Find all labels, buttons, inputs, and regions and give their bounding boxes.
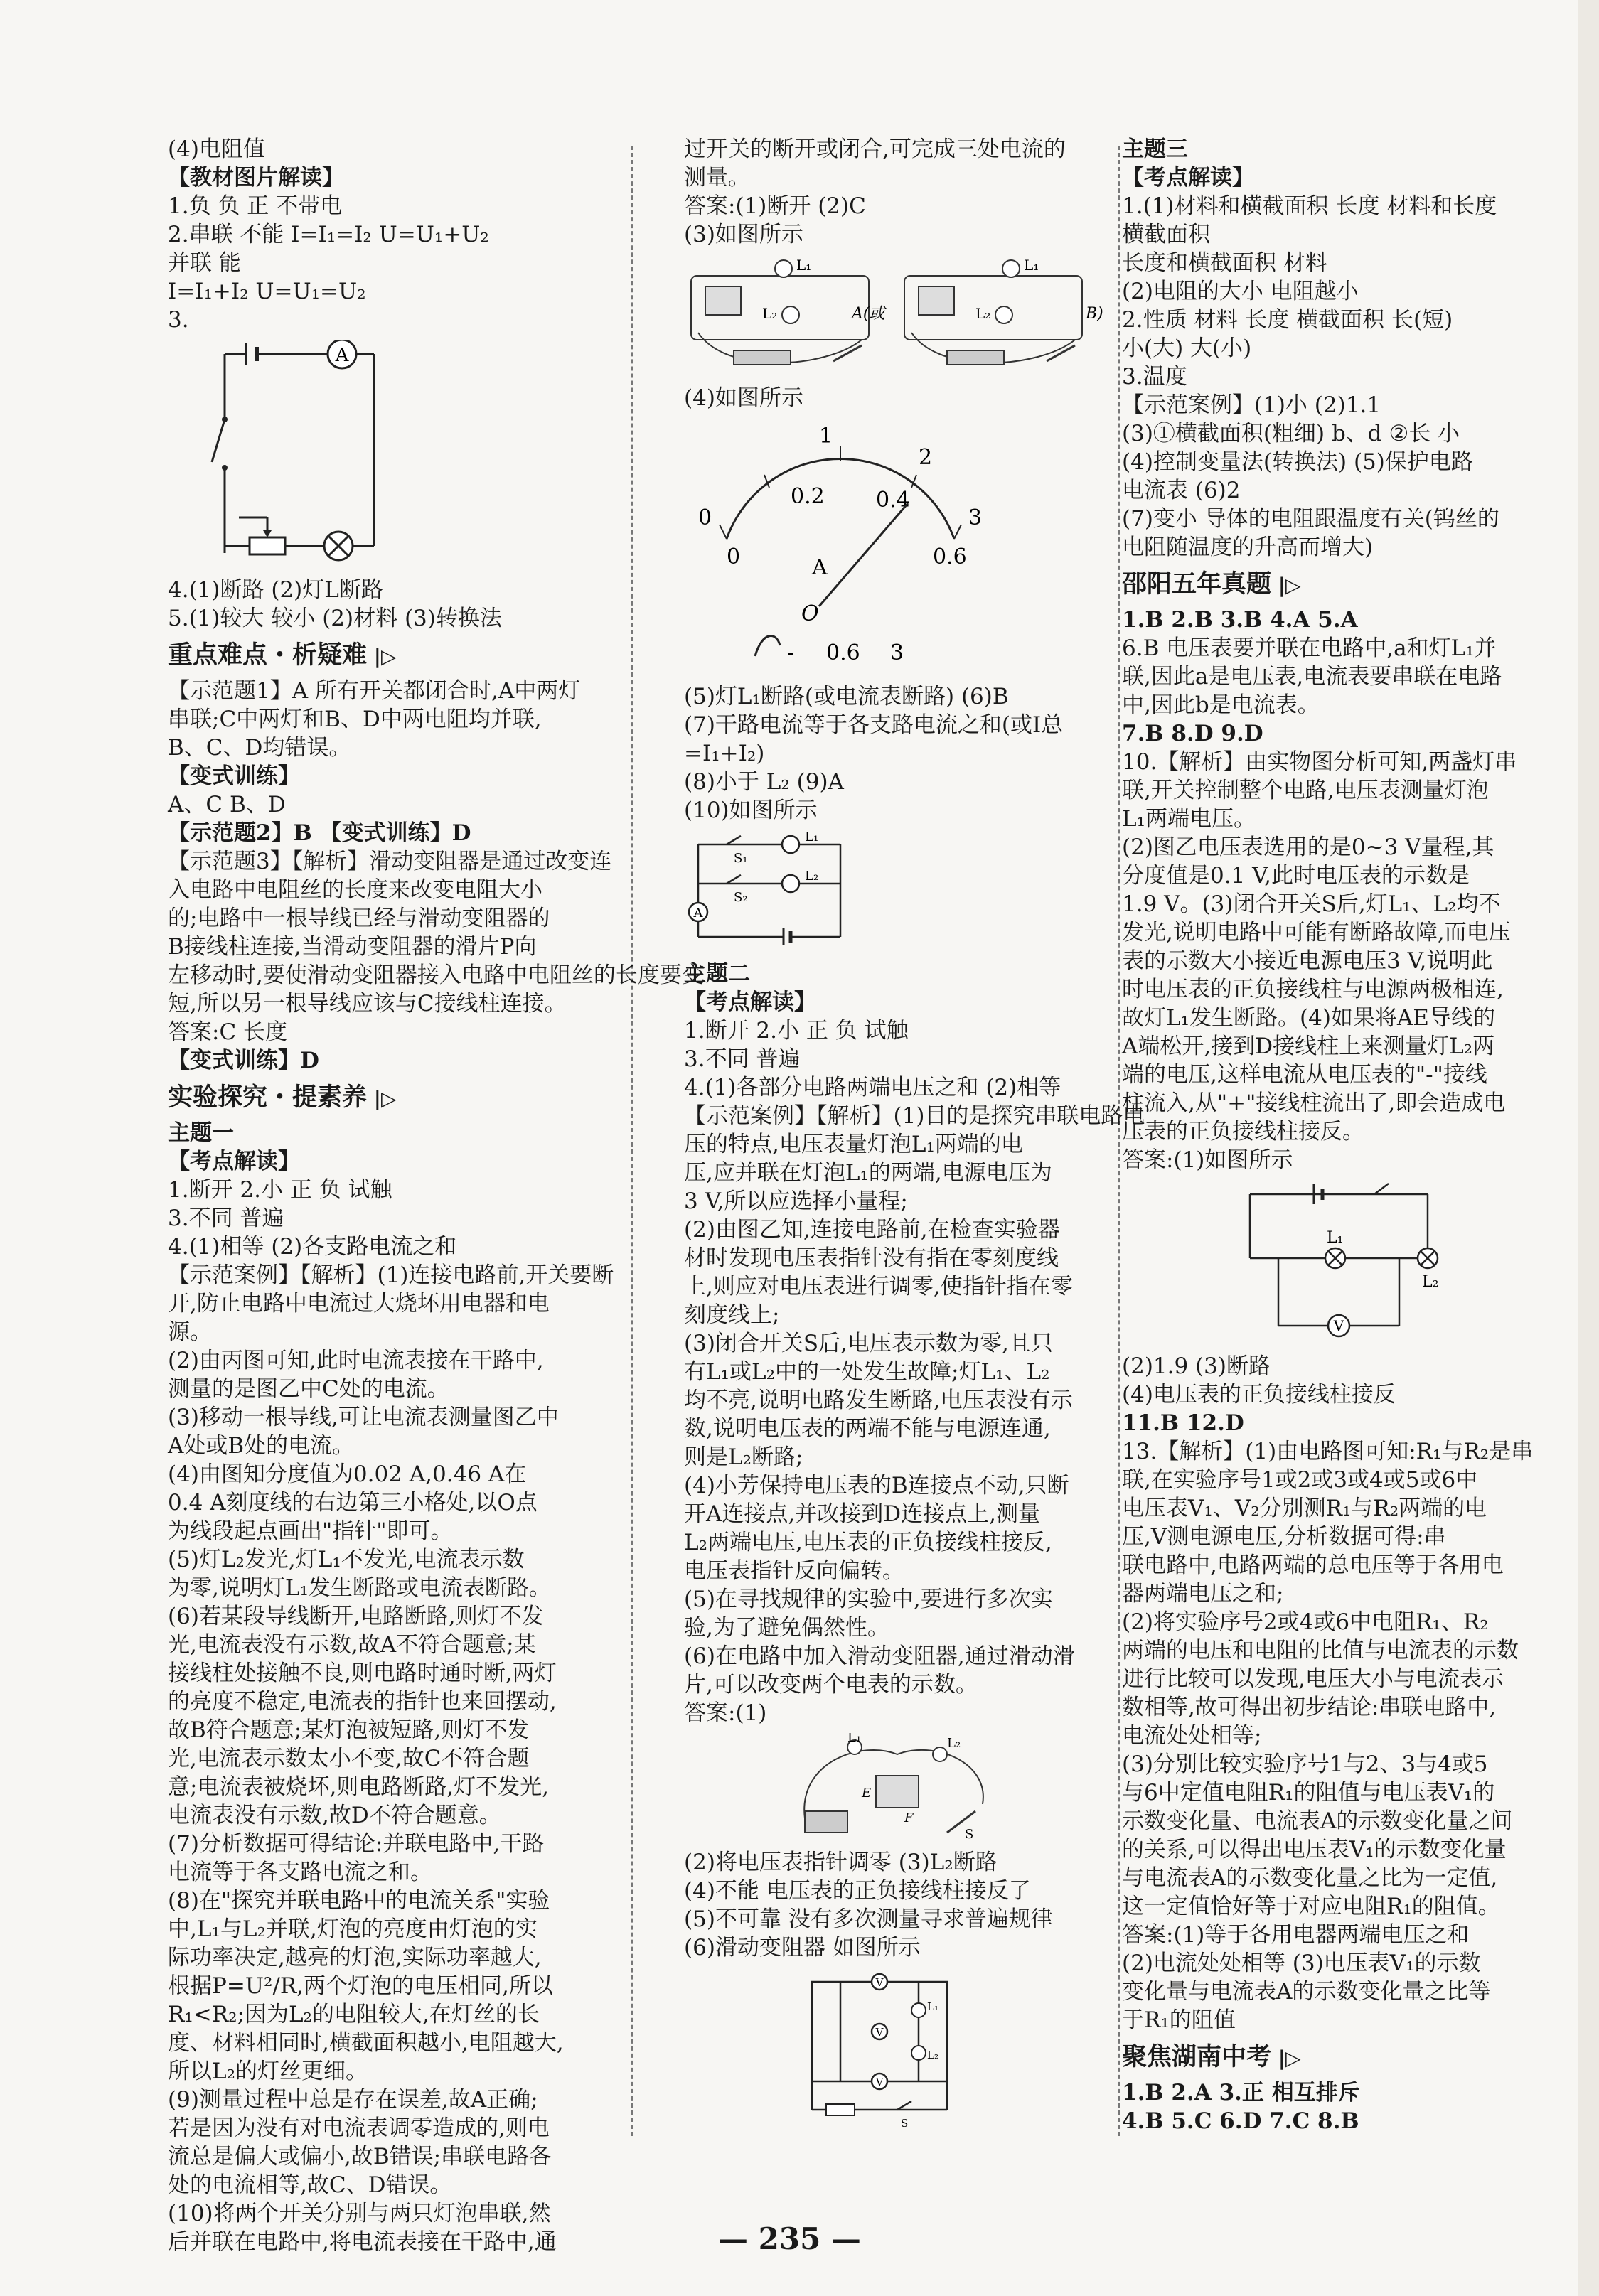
text-line: 柱流入,从"+"接线柱流出了,即会造成电	[1122, 1090, 1506, 1116]
text-line: (5)灯L₂发光,灯L₁不发光,电流表示数	[168, 1547, 525, 1572]
text-line: 电流等于各支路电流之和。	[168, 1860, 432, 1885]
section-heading-1: 重点难点・析疑难 |▷	[168, 640, 397, 670]
text-line: 【示范题3】【解析】滑动变阻器是通过改变连	[168, 849, 612, 874]
col1-lines-c	[168, 677, 704, 1075]
text-line: 际功率决定,越亮的灯泡,实际功率越大,	[168, 1945, 542, 1970]
tick-0: 0	[698, 505, 712, 530]
text-line: 故B符合题意;某灯泡被短路,则灯不发	[168, 1717, 530, 1743]
text-line: 2.串联 不能 I=I₁=I₂ U=U₁+U₂	[168, 222, 489, 247]
text-line: 【变式训练】	[168, 763, 300, 789]
text-line: 【示范题2】B 【变式训练】D	[168, 820, 471, 846]
text-line: 电压表指针反向偏转。	[684, 1558, 904, 1584]
text-line: 联电路中,电路两端的总电压等于各用电	[1122, 1552, 1504, 1578]
text-line: 11.B 12.D	[1122, 1410, 1244, 1436]
text-line: (5)在寻找规律的实验中,要进行多次实	[684, 1587, 1053, 1612]
col1-lines-b	[168, 576, 502, 633]
text-line: 上,则应对电压表进行调零,使指针指在零	[684, 1274, 1073, 1299]
text-line: R₁<R₂;因为L₂的电阻较大,在灯丝的长	[168, 2002, 540, 2027]
column-1	[168, 135, 704, 2256]
text-line: (3)移动一根导线,可让电流表测量图乙中	[168, 1405, 559, 1430]
tick-06: 0.6	[933, 545, 967, 569]
col2-lines-c	[684, 960, 1145, 1727]
text-line: 横截面积	[1122, 222, 1210, 247]
battery-icon	[805, 1811, 847, 1833]
text-line: 7.B 8.D 9.D	[1122, 721, 1263, 746]
text-line: 压表的正负接线柱接反。	[1122, 1119, 1364, 1144]
column-divider	[631, 146, 633, 2136]
text-line: (3)闭合开关S后,电压表示数为零,且只	[684, 1331, 1053, 1356]
text-line: (6)滑动变阻器 如图所示	[684, 1935, 921, 1960]
bulb-icon	[782, 306, 799, 323]
text-line: 3.	[168, 307, 189, 333]
label-s: S	[965, 1827, 974, 1840]
text-line: 的;电路中一根导线已经与滑动变阻器的	[168, 906, 550, 931]
text-line: 与6中定值电阻R₁的阻值与电压表V₁的	[1122, 1780, 1495, 1806]
ammeter-dial-figure	[684, 418, 1139, 677]
text-line: 联,开关控制整个电路,电压表测量灯泡	[1122, 778, 1489, 803]
col3-lines-b	[1122, 606, 1577, 1174]
text-line: 1.9 V。(3)闭合开关S后,灯L₁、L₂均不	[1122, 891, 1501, 917]
text-line: 4.(1)相等 (2)各支路电流之和	[168, 1234, 457, 1260]
text-line: 压,V测电源电压,分析数据可得:串	[1122, 1524, 1446, 1550]
text-line: 4.(1)断路 (2)灯L断路	[168, 577, 383, 603]
text-line: 3.温度	[1122, 364, 1187, 390]
label-l1: L₁	[927, 2000, 938, 2013]
text-line: 于R₁的阻值	[1122, 2007, 1236, 2033]
ammeter-label: A	[335, 345, 349, 366]
text-line: (6)若某段导线断开,电路断路,则灯不发	[168, 1604, 544, 1629]
text-line: 中,L₁与L₂并联,灯泡的亮度由灯泡的实	[168, 1916, 538, 1942]
text-line: 答案:(1)等于各用电器两端电压之和	[1122, 1922, 1470, 1948]
text-line: (7)干路电流等于各支路电流之和(或I总	[684, 712, 1064, 738]
text-line: 1.断开 2.小 正 负 试触	[684, 1018, 909, 1044]
label-l2: L₂	[762, 305, 778, 322]
text-line: 两端的电压和电阻的比值与电流表的示数	[1122, 1638, 1519, 1663]
label-e: E	[862, 1786, 872, 1801]
text-line: 主题一	[168, 1120, 234, 1146]
text-line: 答案:(1)断开 (2)C	[684, 193, 866, 219]
text-line: 【考点解读】	[1122, 165, 1254, 191]
text-line: 光,电流表没有示数,故A不符合题意;某	[168, 1632, 536, 1658]
label-s2: S₂	[734, 890, 748, 905]
text-line: (10)如图所示	[684, 798, 818, 823]
text-line: 若是因为没有对电流表调零造成的,则电	[168, 2115, 550, 2141]
text-line: (2)将电压表指针调零 (3)L₂断路	[684, 1850, 998, 1875]
text-line: (3)分别比较实验序号1与2、3与4或5	[1122, 1751, 1488, 1777]
voltmeter-icon	[876, 1776, 919, 1808]
meter-label: A	[812, 555, 828, 580]
label-l2: L₂	[927, 2049, 938, 2061]
text-line: 【示范案例】(1)小 (2)1.1	[1122, 392, 1381, 418]
text-line: 与电流表A的示数变化量之比为一定值,	[1122, 1865, 1498, 1891]
text-line: 后并联在电路中,将电流表接在干路中,通	[168, 2229, 557, 2255]
text-line: (2)图乙电压表选用的是0~3 V量程,其	[1122, 835, 1494, 860]
text-line: (2)1.9 (3)断路	[1122, 1353, 1271, 1379]
text-line: 10.【解析】由实物图分析可知,两盏灯串	[1122, 749, 1517, 775]
label-f: F	[904, 1810, 914, 1825]
text-line: 均不亮,说明电路发生断路,电压表没有示	[684, 1388, 1073, 1413]
text-line: 小(大) 大(小)	[1122, 336, 1252, 361]
text-line: 4.(1)各部分电路两端电压之和 (2)相等	[684, 1075, 1061, 1100]
text-line: 13.【解析】(1)由电路图可知:R₁与R₂是串	[1122, 1439, 1534, 1464]
text-line: 1.负 负 正 不带电	[168, 193, 343, 219]
text-line: A处或B处的电流。	[168, 1433, 355, 1459]
text-line: 【变式训练】D	[168, 1048, 319, 1073]
text-line: 4.B 5.C 6.D 7.C 8.B	[1122, 2108, 1359, 2134]
text-line: 材时发现电压表指针没有指在零刻度线	[684, 1245, 1059, 1271]
column-2	[684, 135, 1145, 2140]
text-line: 短,所以另一根导线应该与C接线柱连接。	[168, 991, 567, 1016]
text-line: 1.断开 2.小 正 负 试触	[168, 1177, 392, 1203]
text-line: 变化量与电流表A的示数变化量之比等	[1122, 1979, 1491, 2005]
circuit-figure-3	[168, 340, 502, 570]
col3-lines-a	[1122, 135, 1577, 562]
rheostat-icon	[826, 2104, 855, 2115]
text-line: (6)在电路中加入滑动变阻器,通过滑动滑	[684, 1643, 1075, 1669]
label-b: B)	[1086, 305, 1103, 323]
text-line: 表的示数大小接近电源电压3 V,说明此	[1122, 948, 1493, 974]
text-line: (2)将实验序号2或4或6中电阻R₁、R₂	[1122, 1609, 1489, 1635]
text-line: 【示范案例】【解析】(1)目的是探究串联电路电	[684, 1103, 1145, 1129]
text-line: 2.性质 材料 长度 横截面积 长(短)	[1122, 307, 1453, 333]
circuit-figure-10	[684, 830, 1139, 954]
text-line: B接线柱连接,当滑动变阻器的滑片P向	[168, 934, 537, 960]
col3-lines-c	[1122, 1352, 1577, 2034]
text-line: 【示范案例】【解析】(1)连接电路前,开关要断	[168, 1262, 614, 1288]
text-line: (4)电压表的正负接线柱接反	[1122, 1382, 1396, 1407]
text-line: 【考点解读】	[168, 1149, 300, 1174]
label-l1: L₁	[1024, 257, 1039, 274]
text-line: 度、材料相同时,横截面积越小,电阻越大,	[168, 2030, 564, 2056]
text-line: (3)如图所示	[684, 222, 803, 247]
text-line: 时电压表的正负接线柱与电源两极相连,	[1122, 977, 1504, 1002]
col1-lines-d	[168, 1119, 614, 2256]
text-line: 有L₁或L₂中的一处发生故障;灯L₁、L₂	[684, 1359, 1050, 1385]
circuit-figure-6	[798, 1968, 1139, 2134]
text-line: 【教材图片解读】	[168, 165, 344, 191]
text-line: 器两端电压之和;	[1122, 1581, 1284, 1606]
text-line: 入电路中电阻丝的长度来改变电阻大小	[168, 877, 542, 903]
text-line: 答案:(1)	[684, 1700, 767, 1726]
text-line: (7)变小 导体的电阻跟温度有关(钨丝的	[1122, 506, 1499, 532]
text-line: 答案:C 长度	[168, 1019, 288, 1045]
text-line: 所以L₂的灯丝更细。	[168, 2059, 368, 2084]
tick-2: 2	[919, 445, 933, 470]
col2-lines-d	[684, 1848, 1139, 1962]
text-line: 开,防止电路中电流过大烧坏用电器和电	[168, 1291, 550, 1316]
text-line: 端的电压,这样电流从电压表的"-"接线	[1122, 1062, 1487, 1088]
answer-circuit-figure	[1236, 1180, 1577, 1346]
text-line: L₂两端电压,电压表的正负接线柱接反,	[684, 1530, 1052, 1555]
text-line: (8)在"探究并联电路中的电流关系"实验	[168, 1888, 550, 1914]
text-line: (4)电阻值	[168, 136, 265, 162]
tick-b0: 0	[727, 545, 741, 569]
text-line: 左移动时,要使滑动变阻器接入电路中电阻丝的长度要变	[168, 962, 704, 988]
text-line: A端松开,接到D接线柱上来测量灯L₂两	[1122, 1034, 1495, 1059]
text-line: 主题三	[1122, 136, 1188, 162]
text-line: 3.不同 普遍	[168, 1206, 284, 1231]
label-l2: L₂	[975, 305, 991, 322]
ammeter-icon	[919, 286, 954, 315]
text-line: (4)不能 电压表的正负接线柱接反了	[684, 1878, 1031, 1904]
text-line: (9)测量过程中总是存在误差,故A正确;	[168, 2087, 538, 2113]
text-line: 处的电流相等,故C、D错误。	[168, 2172, 452, 2198]
text-line: 片,可以改变两个电表的示数。	[684, 1672, 978, 1697]
label-l1: L₁	[796, 257, 812, 274]
text-line: (8)小于 L₂ (9)A	[684, 769, 844, 795]
label-l1: L₁	[1327, 1229, 1344, 1247]
label-v: V	[875, 2076, 884, 2088]
text-line: 测量。	[684, 165, 750, 191]
text-line: 【考点解读】	[684, 989, 816, 1015]
text-line: 6.B 电压表要并联在电路中,a和灯L₁并	[1122, 635, 1497, 661]
text-line: 1.B 2.B 3.B 4.A 5.A	[1122, 607, 1358, 633]
tick-1: 1	[819, 424, 833, 449]
text-line: (2)由丙图可知,此时电流表接在干路中,	[168, 1348, 544, 1373]
page-edge	[1578, 0, 1599, 2296]
text-line: 根据P=U²/R,两个灯泡的电压相同,所以	[168, 1973, 553, 1999]
label-v: V	[1333, 1317, 1344, 1334]
text-line: 的关系,可以得出电压表V₁的示数变化量	[1122, 1837, 1507, 1862]
col1-lines-a	[168, 135, 502, 334]
text-line: 长度和横截面积 材料	[1122, 250, 1327, 276]
column-3	[1122, 135, 1577, 2135]
text-line: (3)①横截面积(粗细) b、d ②长 小	[1122, 421, 1460, 446]
tick-04: 0.4	[876, 488, 910, 513]
text-line: 3 V,所以应选择小量程;	[684, 1189, 908, 1214]
text-line: (4)由图知分度值为0.02 A,0.46 A在	[168, 1461, 527, 1487]
text-line: 发光,说明电路中可能有断路故障,而电压	[1122, 920, 1511, 945]
text-line: 电阻随温度的升高而增大)	[1122, 535, 1374, 560]
section-heading-2: 实验探究・提素养 |▷	[168, 1083, 397, 1112]
text-line: 3.不同 普遍	[684, 1046, 801, 1072]
ammeter-icon	[705, 286, 741, 315]
label-v: V	[875, 2026, 884, 2039]
text-line: (4)控制变量法(转换法) (5)保护电路	[1122, 449, 1473, 475]
text-line: (7)分析数据可得结论:并联电路中,干路	[168, 1831, 545, 1857]
caption-4: (4)如图所示	[684, 385, 803, 411]
label-l2: L₂	[1422, 1273, 1439, 1291]
label-l1: L₁	[805, 830, 819, 844]
text-line: (5)不可靠 没有多次测量寻求普遍规律	[684, 1906, 1053, 1932]
label-l1: L₁	[847, 1733, 862, 1745]
text-line: 电流表没有示数,故D不符合题意。	[168, 1803, 501, 1828]
origin-label: O	[801, 601, 819, 626]
text-line: 中,因此b是电流表。	[1122, 692, 1320, 718]
col2-lines-a	[684, 135, 1139, 249]
text-line: 联,在实验序号1或2或3或4或5或6中	[1122, 1467, 1478, 1493]
text-line: (5)灯L₁断路(或电流表断路) (6)B	[684, 684, 1009, 709]
bulb-icon	[933, 1747, 947, 1761]
label-a: A	[693, 906, 703, 921]
col2-lines-b	[684, 682, 1139, 825]
page-number: — 235 —	[718, 2221, 861, 2256]
label-l2: L₂	[805, 869, 819, 884]
text-line: 光,电流表示数太小不变,故C不符合题	[168, 1746, 530, 1771]
text-line: 压,应并联在灯泡L₁的两端,电源电压为	[684, 1160, 1052, 1186]
terminal-06: 0.6	[826, 640, 860, 665]
text-line: A、C B、D	[168, 792, 286, 817]
terminal-minus: -	[787, 640, 795, 665]
text-line: 分度值是0.1 V,此时电压表的示数是	[1122, 863, 1470, 889]
text-line: 主题二	[684, 961, 750, 987]
label-l2: L₂	[947, 1736, 961, 1751]
text-line: 故灯L₁发生断路。(4)如果将AE导线的	[1122, 1005, 1495, 1031]
text-line: 5.(1)较大 较小 (2)材料 (3)转换法	[168, 606, 502, 631]
text-line: 电压表V₁、V₂分别测R₁与R₂两端的电	[1122, 1496, 1487, 1521]
label-v: V	[875, 1976, 884, 1989]
text-line: (2)电流处处相等 (3)电压表V₁的示数	[1122, 1951, 1481, 1976]
bulb-icon	[995, 306, 1012, 323]
section-heading-3: 邵阳五年真题 |▷	[1122, 569, 1301, 599]
text-line: (2)电阻的大小 电阻越小	[1122, 279, 1359, 304]
real-circuit-answer-figure	[791, 1733, 1139, 1842]
text-line: 的亮度不稳定,电流表的指针也来回摆动,	[168, 1689, 557, 1715]
text-line: I=I₁+I₂ U=U₁=U₂	[168, 279, 366, 304]
text-line: =I₁+I₂)	[684, 741, 765, 766]
text-line: 过开关的断开或闭合,可完成三处电流的	[684, 136, 1066, 162]
text-line: 数相等,故可得出初步结论:串联电路中,	[1122, 1695, 1497, 1720]
battery-icon	[734, 350, 791, 365]
text-line: 电流处处相等;	[1122, 1723, 1262, 1749]
label-s1: S₁	[734, 851, 748, 866]
text-line: 0.4 A刻度线的右边第三小格处,以O点	[168, 1490, 538, 1516]
text-line: 压的特点,电压表量灯泡L₁两端的电	[684, 1132, 1023, 1157]
text-line: 则是L₂断路;	[684, 1444, 803, 1470]
text-line: 为零,说明灯L₁发生断路或电流表断路。	[168, 1575, 551, 1601]
text-line: L₁两端电压。	[1122, 806, 1256, 832]
text-line: B、C、D均错误。	[168, 735, 351, 761]
text-line: 源。	[168, 1319, 212, 1345]
tick-02: 0.2	[791, 484, 825, 509]
text-line: 这一定值恰好等于对应电阻R₁的阻值。	[1122, 1894, 1500, 1919]
rheostat-icon	[250, 537, 285, 554]
bulb-icon	[1002, 260, 1020, 277]
text-line: 串联;C中两灯和B、D中两电阻均并联,	[168, 707, 542, 732]
text-line: 【示范题1】A 所有开关都闭合时,A中两灯	[168, 678, 581, 704]
label-s: S	[901, 2117, 909, 2130]
text-line: (4)小芳保持电压表的B连接点不动,只断	[684, 1473, 1069, 1498]
label-a-or: A(或	[852, 305, 885, 323]
text-line: 数,说明电压表的两端不能与电源连通,	[684, 1416, 1051, 1442]
col3-lines-d	[1122, 2078, 1577, 2135]
text-line: 为线段起点画出"指针"即可。	[168, 1518, 453, 1544]
real-circuit-figure-3	[684, 254, 1139, 378]
text-line: 并联 能	[168, 250, 241, 276]
text-line: 电流表 (6)2	[1122, 478, 1241, 503]
text-line: 接线柱处接触不良,则电路时通时断,两灯	[168, 1661, 557, 1686]
terminal-3: 3	[890, 640, 904, 665]
tick-3: 3	[968, 505, 983, 530]
text-line: 联,因此a是电压表,电流表要串联在电路	[1122, 664, 1502, 690]
text-line: 1.(1)材料和横截面积 长度 材料和长度	[1122, 193, 1497, 219]
text-line: 测量的是图乙中C处的电流。	[168, 1376, 449, 1402]
text-line: 意;电流表被烧坏,则电路断路,灯不发光,	[168, 1774, 550, 1800]
pointer	[819, 503, 908, 606]
text-line: 流总是偏大或偏小,故B错误;串联电路各	[168, 2144, 552, 2169]
text-line: 刻度线上;	[684, 1302, 780, 1328]
section-heading-4: 聚焦湖南中考 |▷	[1122, 2042, 1301, 2071]
text-line: (2)由图乙知,连接电路前,在检查实验器	[684, 1217, 1060, 1243]
text-line: 答案:(1)如图所示	[1122, 1147, 1293, 1173]
text-line: 示数变化量、电流表A的示数变化量之间	[1122, 1808, 1513, 1834]
text-line: 验,为了避免偶然性。	[684, 1615, 889, 1641]
battery-icon	[947, 350, 1004, 365]
text-line: 开A连接点,并改接到D连接点上,测量	[684, 1501, 1040, 1527]
bulb-icon	[775, 260, 792, 277]
text-line: 1.B 2.A 3.正 相互排斥	[1122, 2080, 1360, 2105]
text-line: 进行比较可以发现,电压大小与电流表示	[1122, 1666, 1504, 1692]
text-line: (10)将两个开关分别与两只灯泡串联,然	[168, 2201, 551, 2226]
